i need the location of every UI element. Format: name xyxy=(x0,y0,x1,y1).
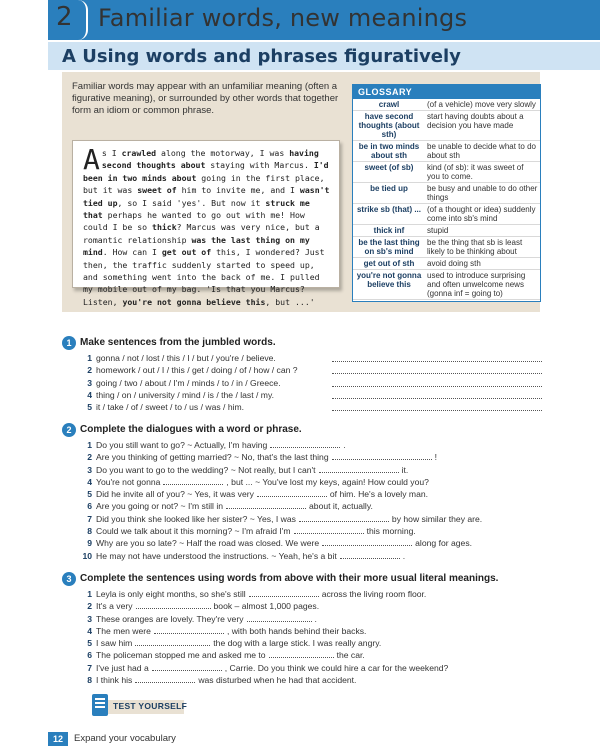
glossary-definition: stupid xyxy=(425,225,540,237)
exercise-item xyxy=(62,401,552,413)
story-highlight-phrase: having second thoughts about xyxy=(101,148,319,171)
item-number: 2 xyxy=(87,452,92,463)
item-number: 9 xyxy=(87,538,92,549)
item-text-before: The policeman stopped me and asked me to xyxy=(96,650,266,661)
glossary-row xyxy=(353,162,540,183)
item-text-after: , but ... ~ You've lost my keys, again! How could you? xyxy=(226,476,429,487)
blank-gap[interactable] xyxy=(247,614,312,622)
section-letter: A xyxy=(62,46,76,67)
exercise-item xyxy=(62,588,552,600)
item-number: 7 xyxy=(87,662,92,673)
exercise-item xyxy=(62,637,552,649)
item-text-before: You're not gonna xyxy=(96,476,161,487)
story-text: perhaps he wanted to go out with me! How could I be so xyxy=(83,210,305,233)
story-text-box xyxy=(72,140,340,307)
exercise-3-items xyxy=(62,588,552,686)
item-number: 5 xyxy=(87,402,92,413)
item-number: 2 xyxy=(87,365,92,376)
item-text xyxy=(96,439,346,451)
story-highlight-phrase: was the last thing on my mind xyxy=(83,234,310,258)
story-text: along the motorway, I was xyxy=(156,148,290,158)
story-highlight-phrase: get out of xyxy=(161,247,212,258)
glossary-definition: be busy and unable to do other things xyxy=(425,183,540,204)
glossary-row xyxy=(353,99,540,111)
blank-gap[interactable] xyxy=(135,638,210,646)
story-highlight-phrase: I'd been in two minds about xyxy=(83,160,329,183)
blank-gap[interactable] xyxy=(226,501,306,509)
blank-gap[interactable] xyxy=(163,477,223,485)
item-text xyxy=(96,500,373,512)
item-text xyxy=(96,476,429,488)
item-text-after: along for ages. xyxy=(415,538,473,549)
exercise-title: Complete the dialogues with a word or phrase. xyxy=(80,424,302,435)
blank-gap[interactable] xyxy=(269,650,334,658)
item-text-before: Are you thinking of getting married? ~ No, that's the last thing xyxy=(96,452,329,463)
exercise-item xyxy=(62,464,552,476)
glossary-row xyxy=(353,270,540,300)
exercise-number-badge: 1 xyxy=(62,336,76,350)
story-highlight-phrase: crawled xyxy=(121,148,157,158)
exercise-2 xyxy=(62,423,552,562)
item-text xyxy=(96,550,405,562)
blank-gap[interactable] xyxy=(270,440,340,448)
item-text-before: Do you still want to go? ~ Actually, I'm having xyxy=(96,440,268,450)
exercise-item xyxy=(62,600,552,612)
item-number: 8 xyxy=(87,526,92,537)
glossary-heading: GLOSSARY xyxy=(353,85,540,99)
exercise-item xyxy=(62,451,552,463)
exercise-3 xyxy=(62,572,552,686)
item-text-after: by how similar they are. xyxy=(391,513,483,524)
glossary-row xyxy=(353,111,540,141)
item-text-before: He may not have understood the instructions. ~ Yeah, he's a bit xyxy=(96,550,337,561)
glossary-row xyxy=(353,204,540,225)
answer-line[interactable] xyxy=(332,386,542,387)
story-body xyxy=(83,143,330,307)
story-dropcap: A xyxy=(83,143,100,176)
item-text-after: ! xyxy=(434,452,438,463)
item-text xyxy=(96,637,381,649)
exercise-item xyxy=(62,649,552,661)
item-text xyxy=(96,600,319,612)
glossary-term: crawl xyxy=(353,99,425,111)
glossary-definition: (of a thought or idea) suddenly come into sb's mind xyxy=(425,204,540,225)
item-text-before: It's a very xyxy=(96,601,133,612)
item-text: thing / on / university / mind / is / the / last / my. xyxy=(96,389,274,400)
blank-gap[interactable] xyxy=(319,465,399,473)
glossary-row xyxy=(353,225,540,237)
title-divider xyxy=(78,0,88,40)
item-text-before: The men were xyxy=(96,625,151,636)
item-text-after: the dog with a large stick. I was really angry. xyxy=(213,638,382,649)
exercise-number-badge: 3 xyxy=(62,572,76,586)
item-text-after: . xyxy=(314,613,317,624)
exercise-item xyxy=(62,537,552,549)
item-number: 4 xyxy=(87,476,92,487)
exercise-item xyxy=(62,500,552,512)
blank-gap[interactable] xyxy=(299,514,389,522)
item-text-after: was disturbed when he had that accident. xyxy=(198,675,357,686)
unit-number: 2 xyxy=(56,2,73,32)
glossary-definition: used to introduce surprising and often unwelcome news (gonna inf = going to) xyxy=(425,270,540,300)
blank-gap[interactable] xyxy=(154,626,224,634)
glossary-row xyxy=(353,183,540,204)
item-number: 1 xyxy=(87,440,92,450)
story-highlight-phrase: thick xyxy=(152,222,177,233)
story-text: , so I said 'yes'. But now it xyxy=(117,197,266,208)
exercise-item xyxy=(62,662,552,674)
glossary-term: you're not gonna believe this xyxy=(353,270,425,300)
glossary-row xyxy=(353,258,540,270)
item-number: 1 xyxy=(87,589,92,599)
exercise-item xyxy=(62,613,552,625)
exercise-item xyxy=(62,364,552,376)
item-text-after: the car. xyxy=(336,650,365,661)
exercise-item xyxy=(62,525,552,537)
exercise-item xyxy=(62,513,552,525)
story-text: this, I wondered? Just then, the traffic suddenly started to speed up, and something went into the back of me. I pulled my mobile out of my bag. 'Is that you Marcus? Listen, xyxy=(83,247,325,307)
item-text-after: , Carrie. Do you think we could hire a car for the weekend? xyxy=(224,662,449,673)
exercise-item xyxy=(62,476,552,488)
item-text-after: . xyxy=(402,550,406,561)
test-yourself-label[interactable]: TEST YOURSELF xyxy=(113,701,188,711)
glossary-definition: be unable to decide what to do about sth xyxy=(425,141,540,162)
exercise-item xyxy=(62,674,552,686)
item-text-after: about it, actually. xyxy=(309,501,373,512)
glossary-table xyxy=(353,99,540,300)
exercise-title: Complete the sentences using words from above with their more usual literal meanings. xyxy=(80,573,499,584)
answer-line[interactable] xyxy=(332,410,542,411)
glossary-box xyxy=(352,84,541,302)
exercise-item xyxy=(62,550,552,562)
item-number: 4 xyxy=(87,625,92,636)
item-text xyxy=(96,649,365,661)
item-text-before: Are you going or not? ~ I'm still in xyxy=(96,501,224,512)
item-text-after: this morning. xyxy=(366,526,416,537)
story-text: . How can I xyxy=(102,247,162,258)
item-text-before: I saw him xyxy=(96,638,133,649)
story-highlight-phrase: you're not gonna believe this xyxy=(122,296,266,307)
item-number: 3 xyxy=(87,377,92,388)
item-number: 4 xyxy=(87,389,92,400)
item-number: 6 xyxy=(87,501,92,512)
item-text-after: book – almost 1,000 pages. xyxy=(213,601,320,612)
exercise-item xyxy=(62,389,552,401)
item-text xyxy=(96,613,317,625)
item-text-after: across the living room floor. xyxy=(321,589,427,599)
item-text xyxy=(96,451,437,463)
item-number: 10 xyxy=(82,550,92,561)
item-number: 5 xyxy=(87,638,92,649)
exercise-item xyxy=(62,377,552,389)
blank-gap[interactable] xyxy=(136,601,211,609)
item-text-before: Did he invite all of you? ~ Yes, it was very xyxy=(96,489,254,500)
answer-line[interactable] xyxy=(332,398,542,399)
item-text xyxy=(96,464,408,476)
item-number: 1 xyxy=(87,353,92,363)
intro-paragraph: Familiar words may appear with an unfamiliar meaning (often a figurative meaning), or surrounded by other words that together form an idiom or common phrase. xyxy=(72,81,339,116)
test-document-icon xyxy=(92,694,108,716)
glossary-term: be tied up xyxy=(353,183,425,204)
item-number: 2 xyxy=(87,601,92,612)
blank-gap[interactable] xyxy=(294,526,364,534)
item-number: 7 xyxy=(87,513,92,524)
item-text-after: . xyxy=(343,440,346,450)
item-number: 3 xyxy=(87,464,92,475)
item-text-before: Could we talk about it this morning? ~ I'm afraid I'm xyxy=(96,526,291,537)
exercise-item xyxy=(62,352,552,364)
story-text: ? Marcus was very nice, but a romantic relationship xyxy=(83,222,320,245)
glossary-term: be the last thing on sb's mind xyxy=(353,237,425,258)
item-text-before: Did you think she looked like her sister? ~ Yes, I was xyxy=(96,513,296,524)
answer-line[interactable] xyxy=(332,373,542,374)
blank-gap[interactable] xyxy=(257,489,327,497)
unit-title: Familiar words, new meanings xyxy=(98,4,468,32)
item-text-before: I've just had a xyxy=(96,662,149,673)
story-text: s I xyxy=(101,148,122,158)
item-text-before: These oranges are lovely. They're very xyxy=(96,613,244,624)
glossary-row xyxy=(353,237,540,258)
answer-line[interactable] xyxy=(332,361,542,362)
item-text xyxy=(96,513,482,525)
glossary-term: be in two minds about sth xyxy=(353,141,425,162)
exercise-title: Make sentences from the jumbled words. xyxy=(80,337,276,348)
item-text-after: , with both hands behind their backs. xyxy=(226,625,367,636)
page-number: 12 xyxy=(48,732,68,746)
story-highlight-phrase: sweet of xyxy=(137,185,177,196)
exercise-number-badge: 2 xyxy=(62,423,76,437)
story-text: staying with Marcus. xyxy=(205,160,314,171)
story-highlight-phrase: wasn't tied up xyxy=(83,185,330,208)
item-text-after: of him. He's a lovely man. xyxy=(329,489,429,500)
item-text xyxy=(96,537,472,549)
item-text xyxy=(96,674,356,686)
exercise-item xyxy=(62,488,552,500)
glossary-term: thick inf xyxy=(353,225,425,237)
exercise-1 xyxy=(62,336,552,413)
exercise-1-items xyxy=(62,352,552,413)
item-text: going / two / about / I'm / minds / to / in / Greece. xyxy=(96,377,281,388)
glossary-term: get out of sth xyxy=(353,258,425,270)
story-text: him to invite me, and I xyxy=(176,185,300,196)
item-number: 5 xyxy=(87,489,92,500)
glossary-term: have second thoughts (about sth) xyxy=(353,111,425,141)
book-title: Expand your vocabulary xyxy=(74,733,176,744)
item-number: 8 xyxy=(87,675,92,686)
exercise-item xyxy=(62,439,552,451)
item-text-before: Do you want to go to the wedding? ~ Not really, but I can't xyxy=(96,464,316,475)
glossary-term: sweet (of sb) xyxy=(353,162,425,183)
glossary-row xyxy=(353,141,540,162)
item-text xyxy=(96,525,416,537)
exercise-2-items xyxy=(62,439,552,562)
item-text xyxy=(96,588,426,600)
item-text-before: Why are you so late? ~ Half the road was closed. We were xyxy=(96,538,320,549)
story-text: going in the first place, but it was xyxy=(83,172,325,196)
item-text: gonna / not / lost / this / I / but / you're / believe. xyxy=(96,353,276,363)
item-text-before: Leyla is only eight months, so she's still xyxy=(96,589,246,599)
blank-gap[interactable] xyxy=(135,675,195,683)
section-title-text: Using words and phrases figuratively xyxy=(82,46,461,67)
glossary-definition: start having doubts about a decision you have made xyxy=(425,111,540,141)
glossary-definition: avoid doing sth xyxy=(425,258,540,270)
item-text xyxy=(96,488,428,500)
blank-gap[interactable] xyxy=(332,452,432,460)
glossary-term: strike sb (that) ... xyxy=(353,204,425,225)
item-text-after: it. xyxy=(401,464,409,475)
glossary-definition: be the thing that sb is least likely to be thinking about xyxy=(425,237,540,258)
item-number: 6 xyxy=(87,650,92,661)
glossary-definition: (of a vehicle) move very slowly xyxy=(425,99,540,111)
item-number: 3 xyxy=(87,613,92,624)
item-text: it / take / of / sweet / to / us / was / him. xyxy=(96,402,245,413)
story-text: , but ...' xyxy=(265,296,315,307)
blank-gap[interactable] xyxy=(152,663,222,671)
item-text: homework / out / I / this / get / doing / of / how / can ? xyxy=(96,365,298,376)
item-text xyxy=(96,625,366,637)
glossary-definition: kind (of sb): it was sweet of you to come. xyxy=(425,162,540,183)
story-highlight-phrase: struck me that xyxy=(83,197,310,221)
item-text-before: I think his xyxy=(96,675,133,686)
blank-gap[interactable] xyxy=(322,538,412,546)
exercise-item xyxy=(62,625,552,637)
section-title xyxy=(62,46,461,67)
item-text xyxy=(96,662,448,674)
blank-gap[interactable] xyxy=(340,551,400,559)
blank-gap[interactable] xyxy=(249,589,319,597)
